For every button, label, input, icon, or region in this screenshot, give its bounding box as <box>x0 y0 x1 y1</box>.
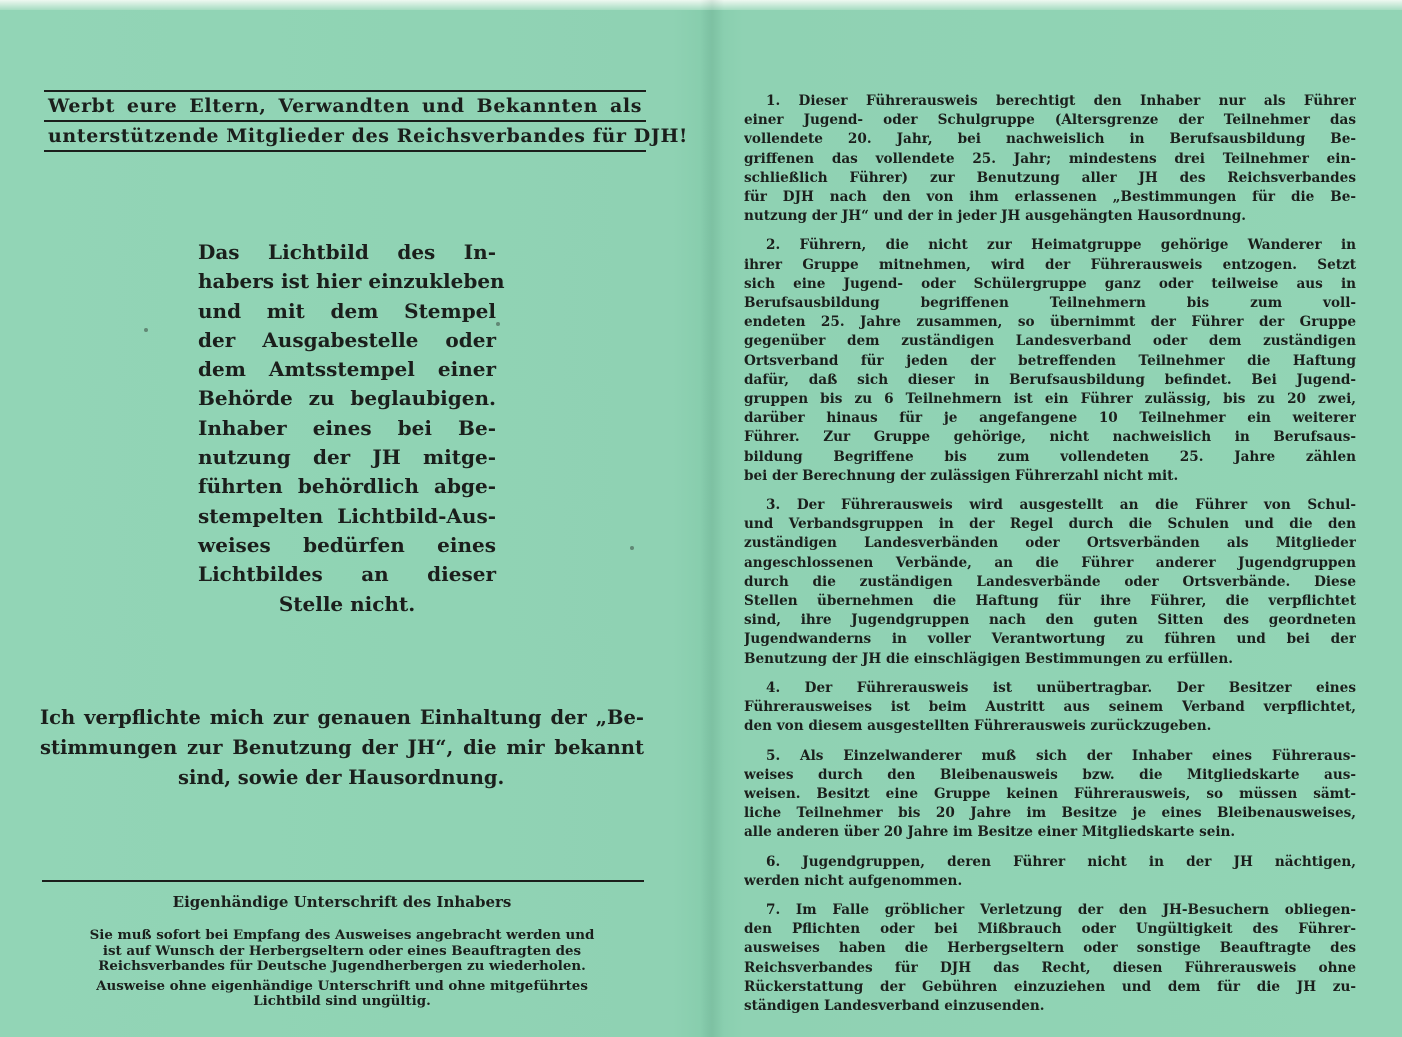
rule-line: dafür, daß sich dieser in Berufsausbildung befindet. Bei Jugend- <box>744 371 1356 388</box>
rule-line: Führer. Zur Gruppe gehörige, nicht nachweislich in Berufsaus- <box>744 429 1356 446</box>
photo-note-line: habers ist hier einzukleben <box>198 269 505 294</box>
rule-line: 7. Im Falle gröblicher Verletzung der den JH-Besuchern obliegen- <box>766 901 1356 918</box>
rule-line: 3. Der Führerausweis wird ausgestellt an die Führer von Schul- <box>766 497 1356 514</box>
rule-line: Rückerstattung der Gebühren einzuziehen und dem für die JH zu- <box>744 978 1356 995</box>
rule-line: und Verbandsgruppen in der Regel durch die Schulen und die den <box>744 516 1356 533</box>
rule-line: 5. Als Einzelwanderer muß sich der Inhaber eines Führeraus- <box>766 747 1356 764</box>
rule-paragraph-6 <box>744 853 1356 891</box>
rule-line: 4. Der Führerausweis ist unübertragbar. Der Besitzer eines <box>766 679 1356 696</box>
signature-note-line: Sie muß sofort bei Empfang des Ausweises angebracht werden und <box>89 927 595 943</box>
rule-line: den Pflichten oder bei Mißbrauch oder Ungültigkeit des Führer- <box>744 921 1356 938</box>
rule-line: ständigen Landesverband einzusenden. <box>744 997 1045 1014</box>
signature-note-line: Reichsverbandes für Deutsche Jugendherbergen zu wiederholen. <box>98 958 586 974</box>
rule-line: sich eine Jugend- oder Schülergruppe ganz oder teilweise aus in <box>744 275 1356 292</box>
signature-note-line: Lichtbild sind ungültig. <box>253 993 431 1009</box>
rule-line: Stellen übernehmen die Haftung für ihre Führer, die verpflichtet <box>744 593 1356 610</box>
rule-paragraph-3 <box>744 496 1356 669</box>
rule-line: Benutzung der JH die einschlägigen Bestimmungen zu erfüllen. <box>744 650 1233 667</box>
rule-line: durch die zuständigen Landesverbände oder Ortsverbände. Diese <box>744 573 1356 590</box>
rule-paragraph-7 <box>744 901 1356 1016</box>
rule-line: einer Jugend- oder Schulgruppe (Altersgrenze der Teilnehmer das <box>744 112 1356 129</box>
photo-note-line: und mit dem Stempel <box>198 298 496 323</box>
rule-line: gegenüber dem zuständigen Landesverband oder dem zuständigen <box>744 333 1356 350</box>
rule-line: darüber hinaus für je angefangene 10 Teilnehmer ein weiterer <box>744 410 1356 427</box>
photo-note-line: dem Amtsstempel einer <box>198 357 496 382</box>
rule-line: angeschlossenen Verbände, an die Führer anderer Jugendgruppen <box>744 554 1356 571</box>
appeal-line: Werbt eure Eltern, Verwandten und Bekannten als <box>48 95 642 117</box>
signature-line <box>42 880 644 882</box>
rule-line: bei der Berechnung der zulässigen Führerzahl nicht mit. <box>744 467 1179 484</box>
rule-line: weisen. Besitzt eine Gruppe keinen Führerausweis, so müssen sämt- <box>744 785 1356 802</box>
appeal-rule-bottom <box>44 150 646 152</box>
appeal-line: unterstützende Mitglieder des Reichsverbandes für DJH! <box>48 125 688 147</box>
photo-note-line: führten behördlich abge- <box>198 474 496 499</box>
rule-paragraph-5 <box>744 747 1356 843</box>
rule-line: nutzung der JH“ und der in jeder JH ausgehängten Hausordnung. <box>744 208 1247 225</box>
rule-line: vollendete 20. Jahr, bei nachweislich in Berufsausbildung Be- <box>744 131 1356 148</box>
rule-line: Ortsverband für jeden der betreffenden Teilnehmer die Haftung <box>744 352 1356 369</box>
rule-line: schließlich Führer) zur Benutzung aller JH des Reichsverbandes <box>744 169 1356 186</box>
pledge-line: sind, sowie der Hausordnung. <box>178 766 505 789</box>
photo-note-line: nutzung der JH mitge- <box>198 445 496 470</box>
rule-line: Berufsausbildung begriffenen Teilnehmern bis zum voll- <box>744 295 1356 312</box>
rule-line: 6. Jugendgruppen, deren Führer nicht in der JH nächtigen, <box>766 853 1356 870</box>
photo-note-line: stempelten Lichtbild-Aus- <box>198 503 496 528</box>
center-fold <box>700 0 724 1037</box>
photo-note-line: Stelle nicht. <box>278 591 416 616</box>
rule-line: alle anderen über 20 Jahre im Besitze einer Mitgliedskarte sein. <box>744 824 1236 841</box>
rule-line: sind, ihre Jugendgruppen nach den guten Sitten des geordneten <box>744 612 1356 629</box>
rule-line: bildung Begriffene bis zum vollendeten 25. Jahre zählen <box>744 448 1356 465</box>
rule-line: ihrer Gruppe mitnehmen, wird der Führerausweis entzogen. Setzt <box>744 256 1356 273</box>
rule-line: für DJH nach den von ihm erlassenen „Bestimmungen für die Be- <box>744 189 1356 206</box>
rule-line: Führerausweises ist beim Austritt aus seinem Verband verpflichtet, <box>744 699 1356 716</box>
photo-note-line: Inhaber eines bei Be- <box>198 415 496 440</box>
photo-note-line: der Ausgabestelle oder <box>198 327 496 352</box>
rule-line: 2. Führern, die nicht zur Heimatgruppe gehörige Wanderer in <box>766 237 1356 254</box>
rules-panel <box>744 92 1356 1026</box>
rule-line: liche Teilnehmer bis 20 Jahre im Besitze je eines Bleibenausweises, <box>744 805 1356 822</box>
rule-line: werden nicht aufgenommen. <box>744 872 963 889</box>
signature-note-line: ist auf Wunsch der Herbergseltern oder eines Beauftragten des <box>102 942 582 959</box>
rule-line: Reichsverbandes für DJH das Recht, diesen Führerausweis ohne <box>744 959 1356 976</box>
rule-paragraph-4 <box>744 679 1356 737</box>
rule-line: ausweises haben die Herbergseltern oder sonstige Beauftragte des <box>744 940 1356 957</box>
rule-line: zuständigen Landesverbänden oder Ortsverbänden als Mitglieder <box>744 535 1356 552</box>
rule-paragraph-1 <box>744 92 1356 226</box>
rule-paragraph-2 <box>744 236 1356 486</box>
rule-line: den von diesem ausgestellten Führerausweis zurückzugeben. <box>744 718 1212 735</box>
left-panel <box>40 0 688 1037</box>
rule-line: weises durch den Bleibenausweis bzw. die Mitgliedskarte aus- <box>744 766 1356 783</box>
rule-line: gruppen bis zu 6 Teilnehmern ist ein Führer zulässig, bis zu 20 zwei, <box>744 391 1356 408</box>
membership-appeal <box>44 90 688 152</box>
pledge-line: Ich verpflichte mich zur genauen Einhaltung der „Be- <box>40 706 644 729</box>
holder-pledge <box>40 703 644 793</box>
photo-instructions <box>198 238 505 619</box>
photo-note-line: weises bedürfen eines <box>198 532 496 557</box>
signature-note-line: Ausweise ohne eigenhändige Unterschrift und ohne mitgeführtes <box>96 977 588 994</box>
rule-line: Jugendwanderns in voller Verantwortung zu führen und bei der <box>744 631 1356 648</box>
photo-note-line: Behörde zu beglaubigen. <box>198 386 496 411</box>
signature-label: Eigenhändige Unterschrift des Inhabers <box>172 893 512 911</box>
photo-note-line: Das Lichtbild des In- <box>198 240 496 264</box>
photo-note-line: Lichtbildes an dieser <box>198 562 496 587</box>
pledge-line: stimmungen zur Benutzung der JH“, die mir bekannt <box>40 736 644 759</box>
signature-note <box>42 928 642 1010</box>
rule-line: 1. Dieser Führerausweis berechtigt den Inhaber nur als Führer <box>766 93 1356 109</box>
rule-line: endeten 25. Jahre zusammen, so übernimmt der Führer der Gruppe <box>744 314 1356 331</box>
rule-line: griffenen das vollendete 25. Jahr; mindestens drei Teilnehmer ein- <box>744 150 1356 167</box>
